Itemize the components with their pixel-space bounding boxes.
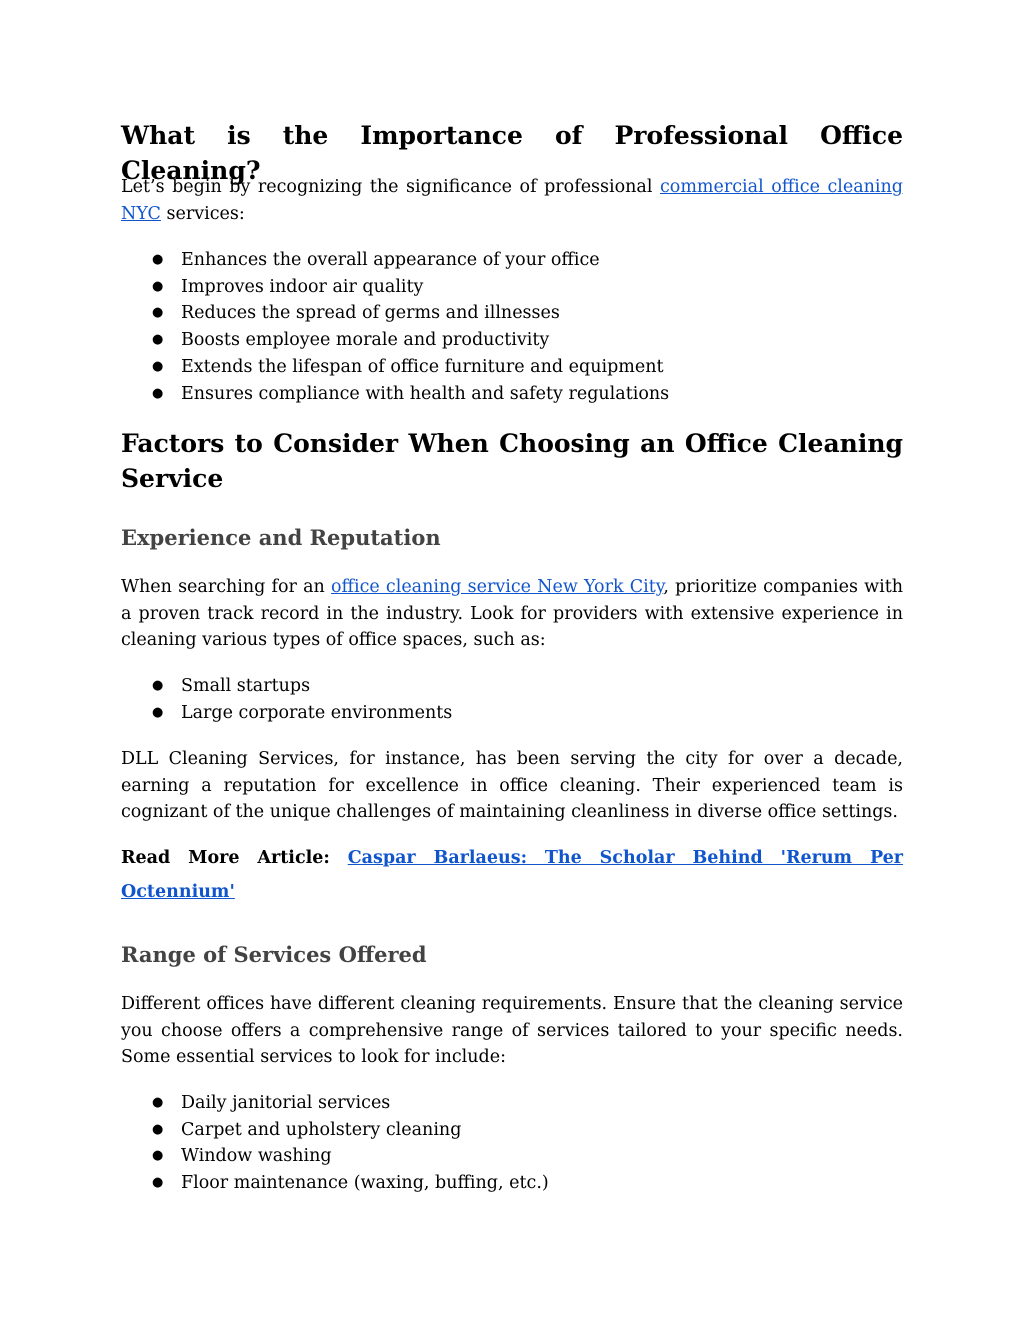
bullet-icon: ● (152, 704, 164, 720)
read-more-line (121, 841, 903, 909)
bullet-icon: ● (152, 385, 164, 401)
heading-importance: What is the Importance of Professional Office Cleaning? (121, 121, 903, 185)
list-item-text: Ensures compliance with health and safety regulations (181, 383, 670, 404)
list-item-text: Enhances the overall appearance of your office (181, 250, 600, 270)
list-item-text: Extends the lifespan of office furniture and equipment (181, 356, 664, 377)
services-bullet-list (121, 1090, 903, 1197)
range-paragraph: Different offices have different cleaning requirements. Ensure that the cleaning service you choose offers a comprehensive range of services tailored to your specific needs. Some essential services to look for include: (121, 994, 903, 1067)
list-item (121, 673, 903, 700)
list-item (121, 1143, 903, 1170)
list-item-text: Boosts employee morale and productivity (181, 330, 550, 351)
list-item-text: Small startups (181, 676, 311, 696)
experience-paragraph (121, 574, 903, 654)
bullet-icon: ● (152, 278, 164, 294)
bullet-icon: ● (152, 358, 164, 374)
bullet-icon: ● (152, 252, 164, 267)
list-item-text: Window washing (181, 1146, 332, 1167)
list-item (121, 274, 903, 301)
office-cleaning-service-link[interactable]: office cleaning service New York City (331, 577, 664, 597)
heading-experience: Experience and Reputation (121, 525, 441, 550)
list-item (121, 354, 903, 381)
list-item (121, 300, 903, 327)
read-more-label: Read More Article: (121, 848, 330, 868)
bullet-icon: ● (152, 332, 164, 348)
heading-factors: Factors to Consider When Choosing an Office Cleaning Service (121, 429, 903, 493)
bullet-icon: ● (152, 1175, 164, 1191)
bullet-icon: ● (152, 1148, 164, 1164)
commercial-office-cleaning-link[interactable]: commercial office cleaning NYC (121, 177, 903, 224)
experience-text-before: When searching for an (121, 577, 332, 597)
bullet-icon: ● (152, 1121, 164, 1137)
list-item (121, 247, 903, 274)
list-item-text: Daily janitorial services (181, 1093, 391, 1113)
list-item-text: Improves indoor air quality (181, 276, 424, 297)
list-item (121, 327, 903, 354)
heading-range-of-services: Range of Services Offered (121, 942, 427, 967)
list-item (121, 381, 903, 408)
list-item-text: Carpet and upholstery cleaning (181, 1119, 462, 1140)
list-item-text: Reduces the spread of germs and illnesses (181, 303, 560, 324)
experience-text-after: , prioritize companies with a proven track record in the industry. Look for providers with extensive experience in cleaning various types of office spaces, such as: (121, 577, 903, 650)
bullet-icon: ● (152, 678, 164, 693)
list-item (121, 700, 903, 727)
intro-text-before: Let’s begin by recognizing the significance of professional (121, 177, 660, 197)
intro-text-after: services: (160, 203, 245, 224)
bullet-icon: ● (152, 1095, 164, 1110)
list-item-text: Large corporate environments (181, 702, 453, 723)
list-item-text: Floor maintenance (waxing, buffing, etc.) (181, 1173, 549, 1194)
office-types-bullet-list (121, 673, 903, 726)
bullet-icon: ● (152, 305, 164, 321)
list-item (121, 1170, 903, 1197)
read-more-article-link[interactable]: Caspar Barlaeus: The Scholar Behind 'Rerum Per Octennium' (121, 848, 904, 902)
intro-paragraph (121, 174, 903, 227)
list-item (121, 1117, 903, 1144)
dll-paragraph: DLL Cleaning Services, for instance, has been serving the city for over a decade, earning a reputation for excellence in office cleaning. Their experienced team is cognizant of the unique challenges of maintaining cleanliness in diverse office settings. (121, 749, 903, 822)
importance-bullet-list (121, 247, 903, 407)
list-item (121, 1090, 903, 1117)
